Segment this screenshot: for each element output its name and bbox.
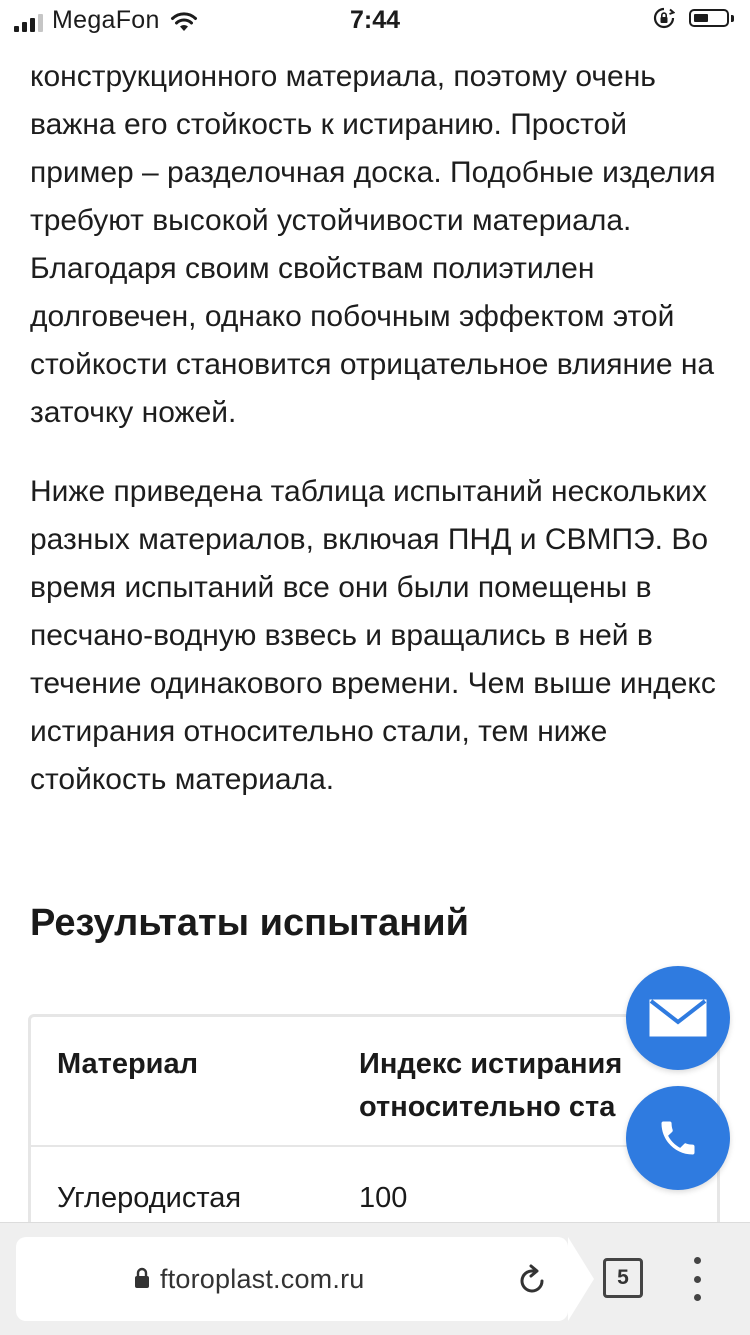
menu-button[interactable] xyxy=(686,1257,708,1301)
reload-icon[interactable] xyxy=(518,1263,548,1295)
menu-dot xyxy=(694,1276,701,1283)
tabs-count-button[interactable]: 5 xyxy=(603,1258,643,1298)
menu-dot xyxy=(694,1294,701,1301)
phone-icon xyxy=(656,1116,700,1160)
table-cell-material: Углеродистая xyxy=(57,1182,242,1214)
carrier-name: MegaFon xyxy=(52,6,160,34)
table-header-material: Материал xyxy=(57,1048,199,1080)
table-divider xyxy=(31,1145,717,1147)
status-time: 7:44 xyxy=(349,6,401,34)
battery-icon xyxy=(689,9,729,27)
rotation-lock-icon xyxy=(653,7,675,29)
status-bar xyxy=(0,0,750,40)
call-button[interactable] xyxy=(626,1086,730,1190)
envelope-icon xyxy=(648,998,708,1038)
address-bar[interactable] xyxy=(16,1237,568,1321)
status-right xyxy=(653,7,734,29)
article-paragraph: конструкционного материала, поэтому очень важна его стойкость к истиранию. Простой пример – разделочная доска. Подобные изделия требуют высокой устойчивости материала. Благодаря своим свойствам полиэтилен долговечен, однако побочным эффектом этой стойкости становится отрицательное влияние на заточку ножей. xyxy=(30,60,716,429)
address-bar-content xyxy=(134,1237,364,1321)
email-button[interactable] xyxy=(626,966,730,1070)
url-text: ftoroplast.com.ru xyxy=(160,1263,365,1294)
menu-dot xyxy=(694,1257,701,1264)
table-cell-index: 100 xyxy=(359,1182,408,1214)
table-header-line: относительно ста xyxy=(359,1091,616,1123)
section-heading: Результаты испытаний xyxy=(30,902,469,944)
browser-toolbar xyxy=(0,1222,750,1335)
battery-tip xyxy=(731,15,734,22)
lock-icon xyxy=(134,1267,150,1289)
table-header-abrasion-index xyxy=(359,1043,622,1129)
table-header-line: Индекс истирания xyxy=(359,1048,623,1080)
article-paragraph: Ниже приведена таблица испытаний нескольких разных материалов, включая ПНД и СВМПЭ. Во время испытаний все они были помещены в песчано-водную взвесь и вращались в ней в течение одинакового времени. Чем выше индекс истирания относительно стали, тем ниже стойкость материала. xyxy=(30,475,716,796)
